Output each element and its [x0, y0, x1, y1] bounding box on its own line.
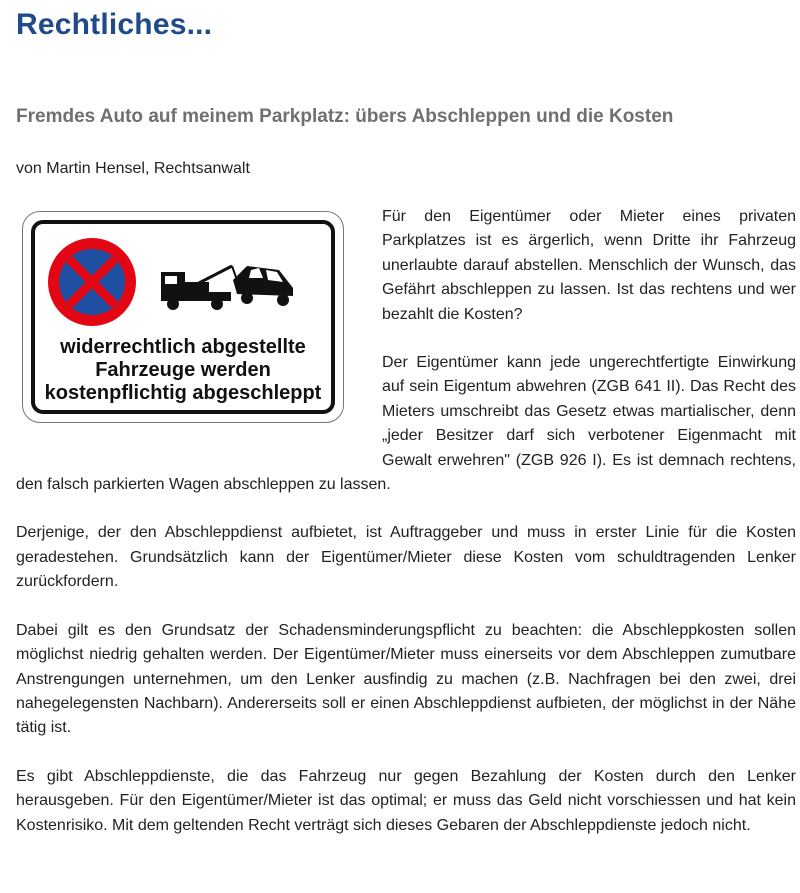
page-title: Rechtliches... — [16, 8, 213, 41]
sign-text — [35, 336, 331, 405]
article-author: von Martin Hensel, Rechtsanwalt — [16, 160, 250, 177]
paragraph: Derjenige, der den Abschleppdienst aufbietet, ist Auftraggeber und muss in erster Linie für die Kosten geradestehen. Grundsätzlich kann der Eigentümer/Mieter diese Kosten vom schuldtragenden Lenker zurückfordern. — [16, 524, 796, 591]
no-stopping-icon — [48, 238, 136, 326]
sign-line: Fahrzeuge werden — [95, 359, 271, 381]
article-body — [16, 205, 796, 862]
sign-line: widerrechtlich abgestellte — [60, 336, 306, 358]
sign-line: kostenpflichtig abgeschleppt — [44, 382, 322, 404]
tow-away-sign-image — [16, 205, 368, 455]
paragraph: Der Eigentümer kann jede ungerechtfertigte Einwirkung auf sein Eigentum abwehren (ZGB 641 II). Das Recht des Mieters umschreibt das Gesetz etwas martialischer, denn „jeder Besitzer darf sich verbotener Eigenmacht mit Gewalt erwehren" (ZGB 926 I). Es ist demnach rechtens, den falsch parkierten Wagen abschleppen zu lassen. — [16, 354, 796, 494]
paragraph: Dabei gilt es den Grundsatz der Schadensminderungspflicht zu beachten: die Abschleppkosten sollen möglichst niedrig gehalten werden. Der Eigentümer/Mieter muss einerseits vor dem Abschleppen zumutbare Anstrengungen unternehmen, um den Lenker ausfindig zu machen (z.B. Nachfragen bei den zwei, drei nahegelegensten Nachbarn). Andererseits soll er einen Abschleppdienst aufbieten, der möglichst in der Nähe tätig ist. — [16, 621, 796, 737]
article-subtitle: Fremdes Auto auf meinem Parkplatz: übers Abschleppen und die Kosten — [16, 106, 674, 127]
sign-icons — [47, 232, 327, 332]
paragraph: Es gibt Abschleppdienste, die das Fahrzeug nur gegen Bezahlung der Kosten durch den Lenker herausgeben. Für den Eigentümer/Mieter ist das optimal; er muss das Geld nicht vorschiessen und hat kein Kostenrisiko. Mit dem geltenden Recht verträgt sich dieses Gebaren der Abschleppdienste jedoch nicht. — [16, 767, 796, 834]
sign-border — [31, 220, 335, 414]
paragraph: Für den Eigentümer oder Mieter eines privaten Parkplatzes ist es ärgerlich, wenn Dritte ihr Fahrzeug unerlaubte darauf abstellen. Menschlich der Wunsch, das Gefährt abschleppen zu lassen. Ist das rechtens und wer bezahlt die Kosten? — [382, 208, 796, 323]
tow-away-sign — [22, 211, 344, 423]
towed-car-icon — [233, 266, 293, 306]
tow-truck-icon — [161, 266, 237, 310]
